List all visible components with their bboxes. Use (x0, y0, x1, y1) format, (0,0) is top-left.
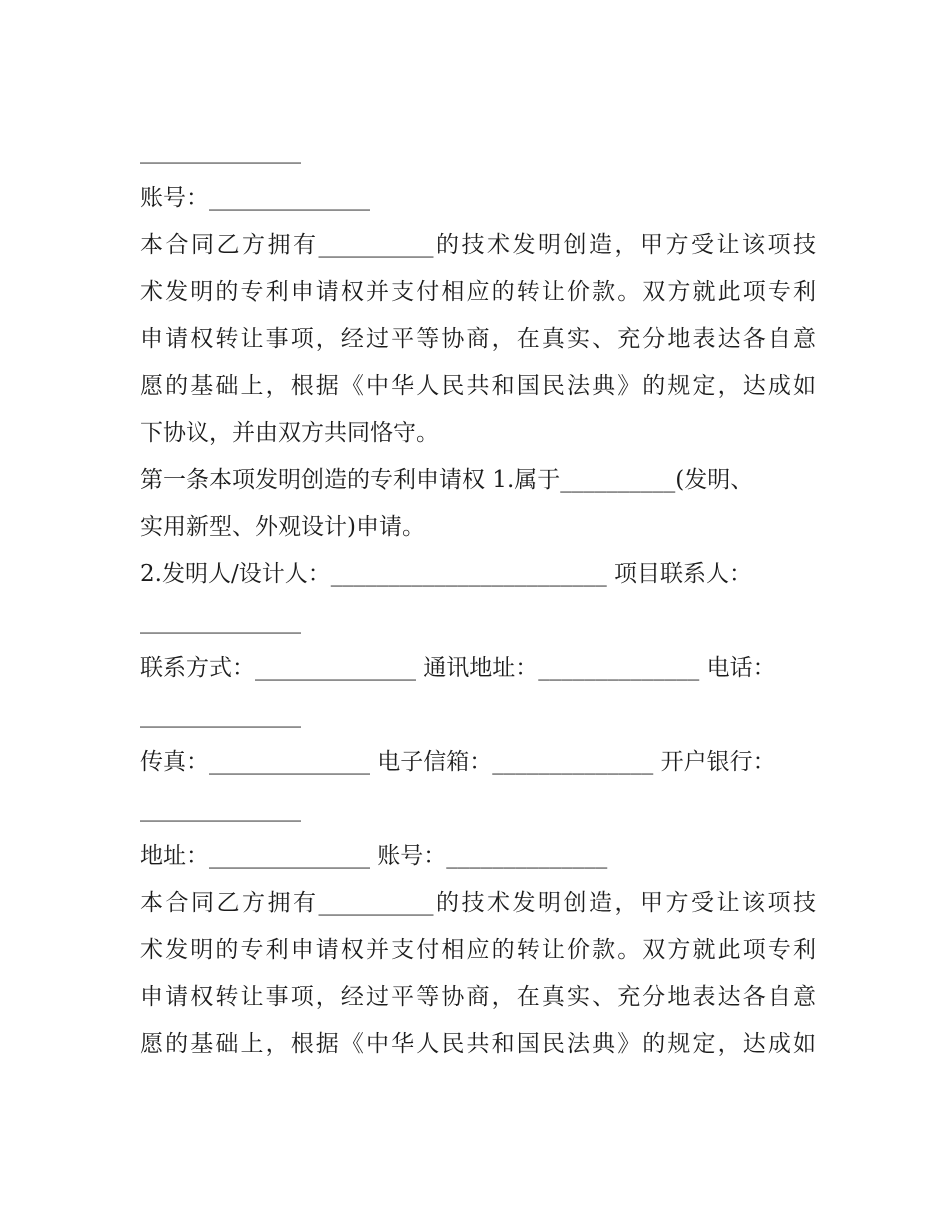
paragraph-line: 申请权转让事项，经过平等协商，在真实、充分地表达各自意 (140, 984, 816, 1010)
inventor-line: 2.发明人/设计人：________________________ 项目联系人： (140, 561, 753, 587)
document-body (140, 128, 816, 1068)
contact-line: 联系方式：______________ 通讯地址：______________ 电话： (140, 655, 776, 681)
paragraph-line: 愿的基础上，根据《中华人民共和国民法典》的规定，达成如 (140, 1031, 816, 1057)
blank-line: ______________ (140, 138, 301, 164)
paragraph-line: 术发明的专利申请权并支付相应的转让价款。双方就此项专利 (140, 937, 816, 963)
paragraph-line: 本合同乙方拥有__________的技术发明创造，甲方受让该项技 (140, 232, 816, 258)
paragraph-line: 申请权转让事项，经过平等协商，在真实、充分地表达各自意 (140, 326, 816, 352)
paragraph-line: 术发明的专利申请权并支付相应的转让价款。双方就此项专利 (140, 279, 816, 305)
blank-line: ______________ (140, 702, 301, 728)
fax-email-bank-line: 传真：______________ 电子信箱：______________ 开户银行： (140, 749, 776, 775)
paragraph-line: 愿的基础上，根据《中华人民共和国民法典》的规定，达成如 (140, 373, 816, 399)
article-one-line: 第一条本项发明创造的专利申请权 1.属于__________(发明、 (140, 467, 754, 493)
blank-line: ______________ (140, 608, 301, 634)
article-one-line: 实用新型、外观设计)申请。 (140, 514, 425, 540)
paragraph-line: 本合同乙方拥有__________的技术发明创造，甲方受让该项技 (140, 890, 816, 916)
address-account-line: 地址：______________ 账号：______________ (140, 843, 608, 869)
account-number-line: 账号：______________ (140, 185, 370, 211)
paragraph-line: 下协议，并由双方共同恪守。 (140, 420, 439, 446)
blank-line: ______________ (140, 796, 301, 822)
